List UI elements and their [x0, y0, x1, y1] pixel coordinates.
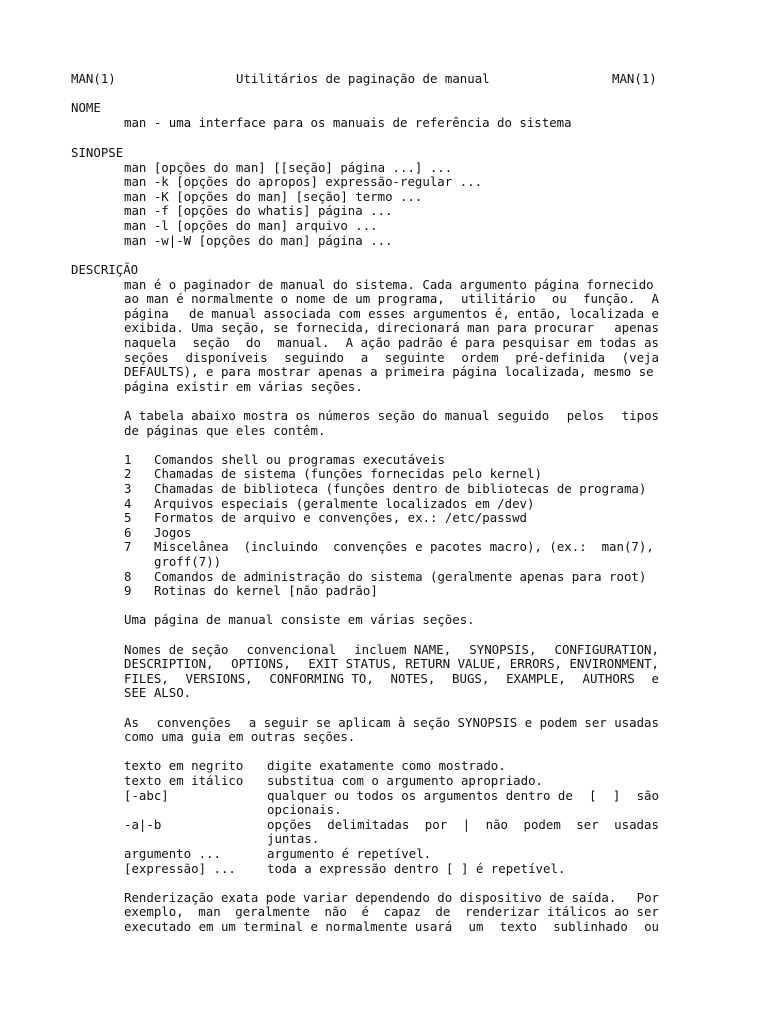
- word: BUGS,: [452, 670, 490, 686]
- word: convenções: [156, 714, 232, 730]
- word: exibida. Uma seção, se fornecida, direcionará man para procurar: [124, 320, 594, 336]
- word: usadas: [614, 816, 659, 832]
- word: capaz: [383, 904, 421, 920]
- section-number: 6: [124, 524, 132, 540]
- word: e: [651, 670, 659, 686]
- word: apenas: [614, 320, 659, 336]
- section-description: groff(7)): [154, 554, 222, 569]
- convention-description: juntas.: [267, 831, 320, 847]
- header-title: Utilitários de paginação de manual: [236, 71, 490, 86]
- word: pré-definida: [515, 349, 605, 365]
- section-heading-nome: NOME: [71, 100, 101, 115]
- word: seção: [192, 335, 230, 350]
- paragraph-line: [124, 307, 659, 322]
- word: CONFIGURATION,: [554, 641, 659, 657]
- section-number: 1: [124, 451, 132, 467]
- word: qualquer ou todos os argumentos dentro de: [267, 787, 573, 803]
- paragraph-line: Uma página de manual consiste em várias seções.: [124, 612, 475, 628]
- word: delimitadas: [327, 816, 410, 832]
- synopsis-line: man -K [opções do man] [seção] termo ...: [124, 188, 423, 204]
- word: ou: [644, 919, 659, 934]
- section-description: Comandos de administração do sistema (geralmente apenas para root): [154, 568, 647, 584]
- section-number: 2: [124, 466, 132, 482]
- paragraph-line: [124, 672, 659, 687]
- section-description: Chamadas de biblioteca (funções dentro de bibliotecas de programa): [154, 481, 647, 496]
- word: disponíveis: [185, 349, 268, 365]
- word: incluem NAME,: [354, 641, 452, 657]
- word: Nomes de seção: [124, 641, 229, 657]
- paragraph-line: [124, 321, 659, 336]
- convention-term: [-abc]: [124, 787, 169, 803]
- convention-description: [267, 789, 659, 804]
- paragraph-line: [124, 351, 659, 366]
- section-description: Miscelânea (incluindo convenções e pacotes macro), (ex.: man(7),: [154, 539, 654, 555]
- word: seções: [124, 349, 169, 365]
- word: de: [435, 904, 451, 920]
- word: ]: [612, 787, 621, 803]
- word: exemplo,: [124, 904, 184, 920]
- word: não: [324, 904, 347, 920]
- header-left: MAN(1): [71, 71, 116, 86]
- section-number: 7: [124, 539, 132, 555]
- convention-description: argumento é repetível.: [267, 846, 432, 861]
- paragraph-line: página existir em várias seções.: [124, 378, 363, 394]
- word: seguinte: [384, 349, 445, 365]
- paragraph-line: SEE ALSO.: [124, 685, 192, 701]
- convention-term: texto em negrito: [124, 758, 244, 774]
- paragraph-line: [124, 657, 659, 672]
- section-number: 4: [124, 495, 132, 511]
- section-description: Formatos de arquivo e convenções, ex.: /etc/passwd: [154, 510, 527, 526]
- paragraph-line: [124, 920, 659, 935]
- convention-term: texto em itálico: [124, 773, 244, 788]
- convention-term: argumento ...: [124, 846, 221, 861]
- word: A ação padrão é para pesquisar em todas as: [345, 335, 659, 350]
- paragraph-line: [124, 716, 659, 731]
- word: pelos: [566, 408, 605, 423]
- word: As: [124, 714, 139, 730]
- word: é: [361, 904, 369, 920]
- word: de manual associada com esses argumentos é, então, localizada e: [189, 305, 659, 321]
- word: um: [468, 919, 484, 934]
- convention-description: digite exatamente como mostrado.: [267, 758, 506, 774]
- word: a seguir se aplicam à seção SYNOPSIS e podem ser usadas: [248, 714, 659, 730]
- section-heading-descricao: DESCRIÇÃO: [71, 262, 139, 277]
- word: ordem: [461, 349, 499, 365]
- section-description: Rotinas do kernel [não padrão]: [154, 583, 378, 599]
- section-number: 9: [124, 583, 132, 599]
- section-number: 3: [124, 481, 132, 496]
- word: são: [636, 787, 659, 803]
- word: convencional: [246, 641, 337, 657]
- paragraph-line: [124, 336, 659, 351]
- word: geralmente: [235, 904, 310, 920]
- word: OPTIONS,: [231, 656, 291, 672]
- word: CONFORMING TO,: [269, 670, 374, 686]
- word: A: [651, 291, 659, 307]
- word: |: [462, 816, 471, 832]
- paragraph-line: DEFAULTS), e para mostrar apenas a primeira página localizada, mesmo se: [124, 364, 654, 380]
- convention-description: substitua com o argumento apropriado.: [267, 773, 544, 788]
- section-description: Jogos: [154, 524, 192, 540]
- word: DESCRIPTION,: [124, 656, 214, 672]
- paragraph-line: [124, 643, 659, 658]
- synopsis-line: man -l [opções do man] arquivo ...: [124, 218, 378, 233]
- word: Renderização exata pode variar dependendo do dispositivo de saída.: [124, 889, 617, 905]
- word: podem: [523, 816, 561, 832]
- paragraph-line: como uma guia em outras seções.: [124, 729, 356, 745]
- word: ao man é normalmente o nome de um programa,: [124, 291, 445, 307]
- word: a: [360, 349, 369, 365]
- word: FILES,: [124, 670, 169, 686]
- word: Por: [636, 889, 659, 905]
- paragraph-line: [124, 891, 659, 906]
- word: função.: [583, 291, 636, 307]
- word: manual.: [277, 335, 330, 350]
- word: naquela: [124, 335, 177, 350]
- convention-term: [expressão] ...: [124, 860, 236, 876]
- word: texto: [499, 919, 537, 934]
- word: tipos: [621, 408, 659, 423]
- word: executado em um terminal e normalmente usará: [124, 919, 453, 934]
- convention-description: toda a expressão dentro [ ] é repetível.: [267, 860, 566, 876]
- word: man: [198, 904, 221, 920]
- paragraph-line: [124, 905, 659, 920]
- word: A tabela abaixo mostra os números seção do manual seguido: [124, 408, 550, 423]
- word: SYNOPSIS,: [469, 641, 537, 657]
- convention-description: opcionais.: [267, 802, 342, 818]
- word: renderizar itálicos ao ser: [464, 904, 659, 920]
- word: por: [424, 816, 448, 832]
- word: EXIT STATUS, RETURN VALUE, ERRORS, ENVIRONMENT,: [308, 656, 659, 672]
- synopsis-line: man -k [opções do apropos] expressão-regular ...: [124, 174, 483, 190]
- synopsis-line: man -f [opções do whatis] página ...: [124, 203, 393, 219]
- synopsis-line: man -w|-W [opções do man] página ...: [124, 232, 393, 248]
- section-description: Chamadas de sistema (funções fornecidas pelo kernel): [154, 466, 542, 482]
- paragraph-line: [124, 292, 659, 307]
- paragraph-line: de páginas que eles contêm.: [124, 422, 326, 438]
- word: do: [246, 335, 261, 350]
- word: opções: [267, 816, 312, 832]
- word: ser: [576, 816, 599, 832]
- word: [: [589, 787, 597, 803]
- word: NOTES,: [390, 670, 436, 686]
- section-number: 5: [124, 510, 132, 526]
- word: não: [485, 816, 509, 832]
- header-right: MAN(1): [612, 71, 657, 86]
- section-number: 8: [124, 568, 132, 584]
- word: (veja: [621, 349, 659, 365]
- word: utilitário: [461, 291, 536, 307]
- word: sublinhado: [553, 919, 628, 934]
- convention-description: [267, 818, 659, 833]
- word: EXAMPLE,: [506, 670, 566, 686]
- paragraph-line: [124, 409, 659, 424]
- paragraph-line: man é o paginador de manual do sistema. Cada argumento página fornecido: [124, 276, 654, 292]
- word: seguindo: [284, 349, 344, 365]
- synopsis-line: man [opções do man] [[seção] página ...] ...: [124, 159, 453, 175]
- word: VERSIONS,: [185, 670, 253, 686]
- word: ou: [551, 291, 567, 307]
- section-description: Comandos shell ou programas executáveis: [154, 451, 445, 467]
- word: AUTHORS: [582, 670, 635, 686]
- convention-term: -a|-b: [124, 816, 162, 832]
- nome-text: man - uma interface para os manuais de referência do sistema: [124, 115, 572, 130]
- word: página: [124, 305, 169, 321]
- section-description: Arquivos especiais (geralmente localizados em /dev): [154, 495, 535, 511]
- section-heading-sinopse: SINOPSE: [71, 145, 124, 160]
